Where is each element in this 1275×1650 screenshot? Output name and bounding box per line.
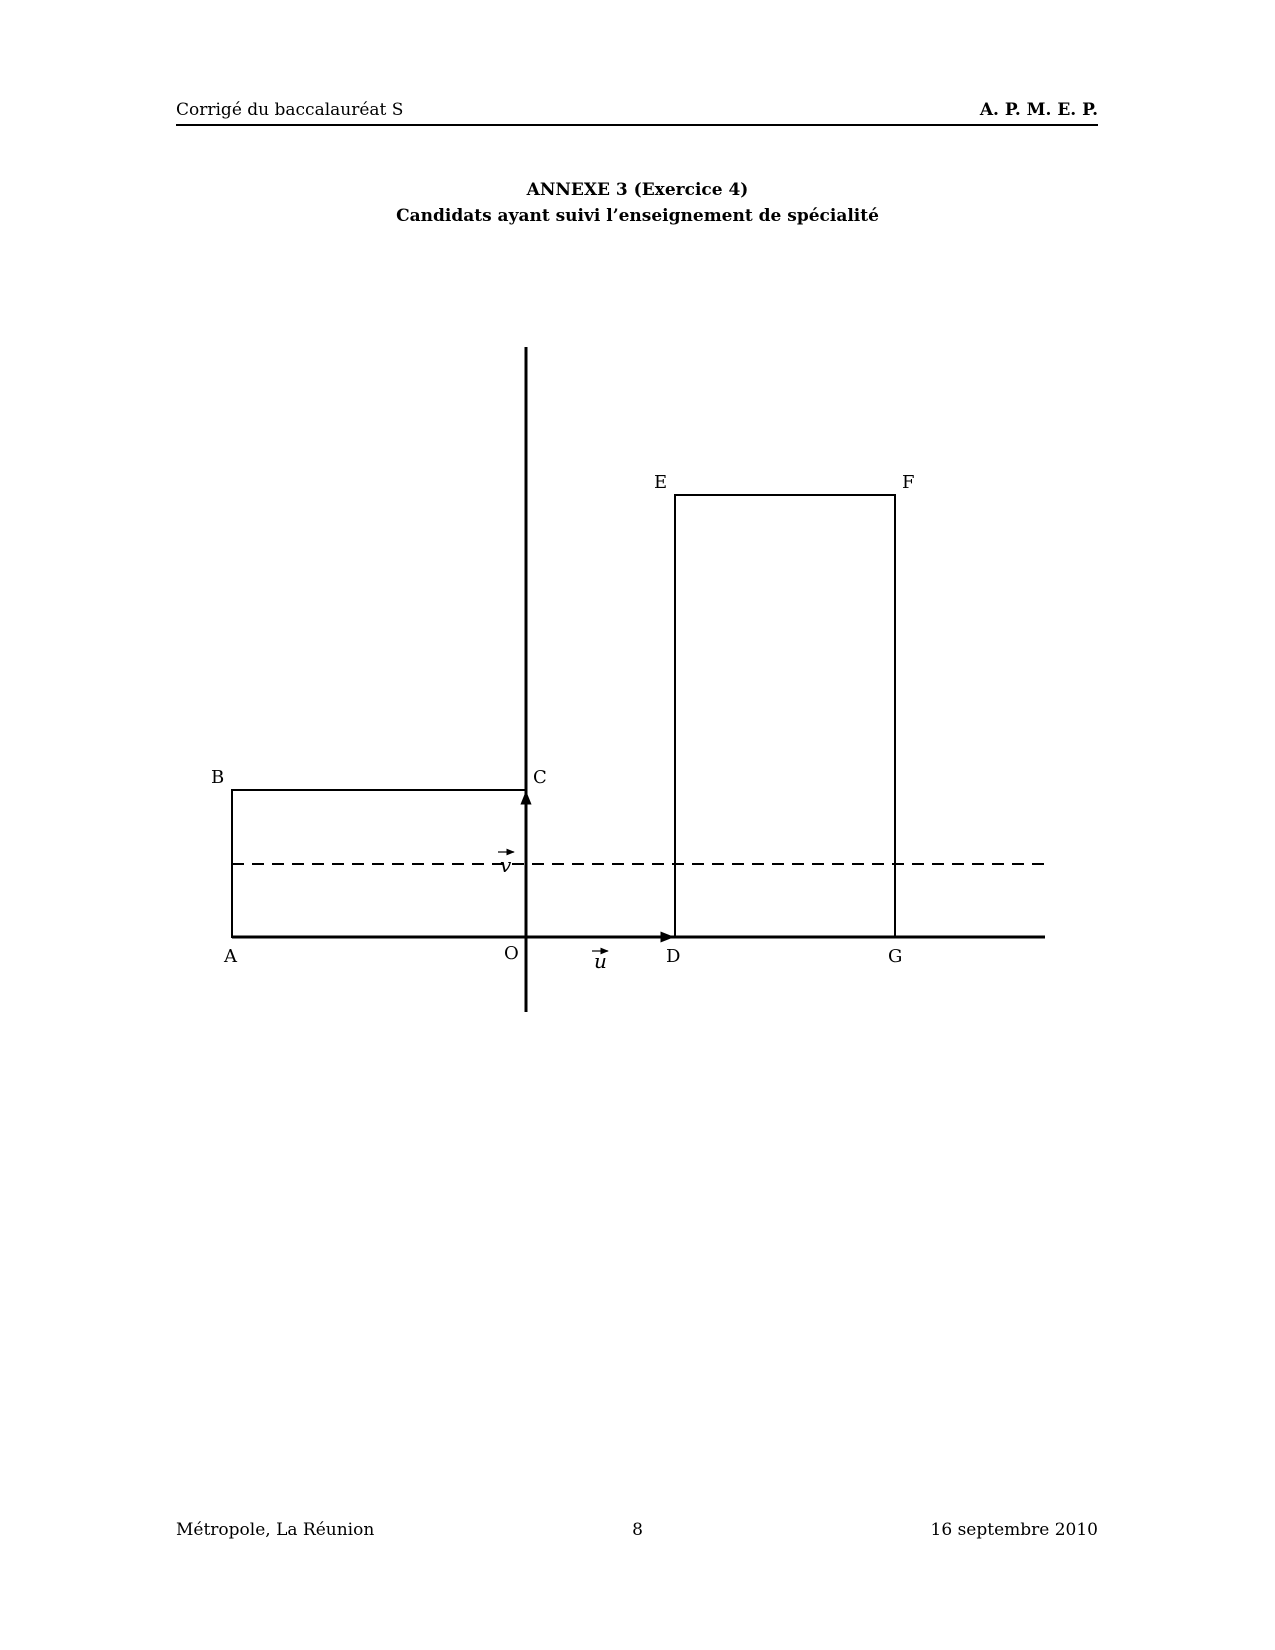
annex-subtitle: Candidats ayant suivi l’enseignement de spécialité	[396, 206, 879, 226]
label-a: A	[224, 946, 237, 967]
page-number: 8	[632, 1520, 643, 1540]
header-right: A. P. M. E. P.	[979, 100, 1098, 120]
label-f: F	[902, 472, 915, 493]
label-b: B	[211, 767, 225, 788]
footer-right: 16 septembre 2010	[930, 1520, 1098, 1540]
label-vector-u: u	[594, 949, 607, 973]
label-o: O	[504, 943, 519, 964]
label-c: C	[533, 767, 547, 788]
footer-left: Métropole, La Réunion	[176, 1520, 375, 1540]
header-left: Corrigé du baccalauréat S	[176, 100, 404, 120]
label-e: E	[654, 472, 668, 493]
annex-title: ANNEXE 3 (Exercice 4)	[526, 180, 749, 200]
label-d: D	[666, 946, 681, 967]
label-g: G	[888, 946, 903, 967]
rectangle-defg	[675, 495, 895, 937]
label-vector-v: v	[500, 853, 512, 877]
